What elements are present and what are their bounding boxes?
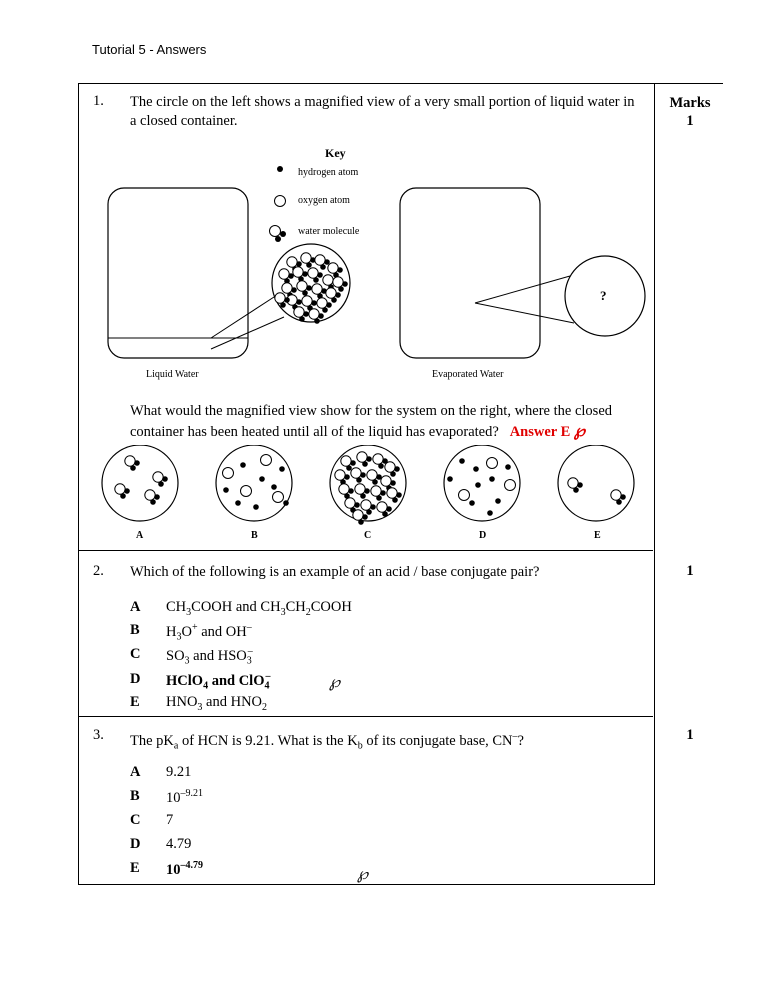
hydrogen-atom <box>235 500 241 506</box>
hydrogen-atom <box>271 484 277 490</box>
option-label-D: D <box>479 530 487 541</box>
oxygen-atom <box>505 480 516 491</box>
water-molecule-key-icon <box>270 226 287 243</box>
hydrogen-atom <box>240 462 246 468</box>
q3-option-D-text: 4.79 <box>166 836 192 852</box>
q2-option-D-letter: D <box>130 671 141 687</box>
q3-option-C-letter: C <box>130 812 141 828</box>
liquid-container <box>108 188 248 358</box>
q2-correct-mark: ℘ <box>329 672 341 691</box>
marks-q3: 1 <box>686 727 694 743</box>
oxygen-atom <box>223 468 234 479</box>
answer-tick-mark: ℘ <box>573 421 586 440</box>
q3-option-A-letter: A <box>130 764 141 780</box>
unknown-mark: ? <box>600 288 607 303</box>
key-oxygen-label: oxygen atom <box>298 195 350 206</box>
hydrogen-atom <box>495 498 501 504</box>
key-water-label: water molecule <box>298 226 360 237</box>
q2-option-C-letter: C <box>130 646 141 662</box>
key-title: Key <box>325 146 346 160</box>
q2-option-A-letter: A <box>130 599 141 615</box>
q2-option-E-letter: E <box>130 694 140 710</box>
q3-correct-mark: ℘ <box>357 864 369 883</box>
question-2-number: 2. <box>93 563 104 579</box>
hydrogen-atom <box>283 500 289 506</box>
evaporated-container <box>400 188 540 358</box>
question-2-text: Which of the following is an example of an acid / base conjugate pair? <box>130 564 540 580</box>
answer-label: Answer E <box>509 424 571 440</box>
oxygen-atom <box>261 455 272 466</box>
q2-option-C-text: $SO_3$ and $HSO_3^-$ <box>166 646 253 667</box>
key-hydrogen-label: hydrogen atom <box>298 167 359 178</box>
oxygen-atom <box>487 458 498 469</box>
hydrogen-atom <box>489 476 495 482</box>
q3-option-C-text: 7 <box>166 812 174 828</box>
q2-option-E-text: $HNO_3$ and $HNO_2$ <box>166 694 268 713</box>
option-circle-A <box>102 445 178 521</box>
question-1-prompt: What would the magnified view show for the system on the right, where the closed container has been heated until all of the liquid has evaporated? Answer E ℘ <box>130 403 613 440</box>
q2-option-D-text: HClO$_4$ and ClO$_4$– <box>166 671 271 692</box>
hydrogen-atom <box>279 466 285 472</box>
q1-diagram <box>78 140 653 395</box>
question-3-text: The $pK_a$ of HCN is 9.21. What is the $K_b$ of its conjugate base, CN–? <box>130 731 524 752</box>
q2-option-B-letter: B <box>130 622 140 638</box>
oxygen-atom <box>241 486 252 497</box>
oxygen-atom-key-icon <box>275 196 286 207</box>
q1-option-circles <box>78 445 653 527</box>
hydrogen-atom <box>473 466 479 472</box>
hydrogen-atom-key-icon <box>277 166 283 172</box>
question-3-number: 3. <box>93 727 104 743</box>
option-label-C: C <box>364 530 372 541</box>
q3-option-E-text: $10^{-4.79}$ <box>166 860 203 878</box>
option-label-E: E <box>594 530 601 541</box>
page-header: Tutorial 5 - Answers <box>92 42 207 57</box>
oxygen-atom <box>273 492 284 503</box>
hydrogen-atom <box>469 500 475 506</box>
row-divider-1 <box>78 550 653 551</box>
hydrogen-atom <box>223 487 229 493</box>
marks-q2: 1 <box>686 563 694 579</box>
question-1-text: The circle on the left shows a magnified view of a very small portion of liquid water in a closed container. <box>130 94 635 129</box>
option-circle-B <box>216 445 292 521</box>
marks-q1: 1 <box>686 113 694 129</box>
marks-column-top-rule <box>653 83 723 84</box>
marks-header: Marks <box>669 95 711 111</box>
hydrogen-atom <box>459 458 465 464</box>
q2-option-B-text: $H_3O^+$ and OH– <box>166 622 252 643</box>
q3-option-B-letter: B <box>130 788 140 804</box>
oxygen-atom <box>459 490 470 501</box>
hydrogen-atom <box>487 510 493 516</box>
hydrogen-atom <box>259 476 265 482</box>
q3-option-B-text: $10^{-9.21}$ <box>166 788 203 806</box>
option-label-A: A <box>136 530 144 541</box>
q3-option-E-letter: E <box>130 860 140 876</box>
option-label-B: B <box>251 530 258 541</box>
hydrogen-atom <box>447 476 453 482</box>
row-divider-2 <box>78 716 653 717</box>
liquid-water-label: Liquid Water <box>146 369 199 380</box>
q2-option-A-text: $CH_3COOH$ and $CH_3CH_2COOH$ <box>166 599 352 618</box>
question-1-number: 1. <box>93 93 104 109</box>
hydrogen-atom <box>475 482 481 488</box>
hydrogen-atom <box>505 464 511 470</box>
evaporated-water-label: Evaporated Water <box>432 369 504 380</box>
q3-option-A-text: 9.21 <box>166 764 192 780</box>
q3-option-D-letter: D <box>130 836 141 852</box>
hydrogen-atom <box>253 504 259 510</box>
